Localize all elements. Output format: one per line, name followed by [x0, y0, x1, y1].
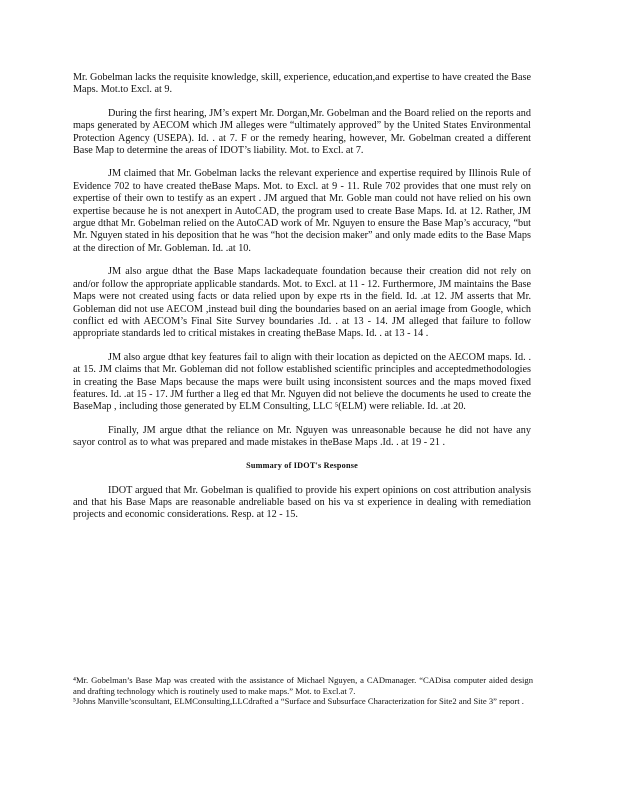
response-paragraph: IDOT argued that Mr. Gobelman is qualified to provide his expert opinions on cost attribution analysis and that his Base Maps are reasonable andreliable based on his va st experience in dealing with remediation projects and economic considerations. Resp. at 12 - 15.: [73, 484, 531, 521]
paragraph-2: During the first hearing, JM’s expert Mr. Dorgan,Mr. Gobelman and the Board relied on the reports and maps generated by AECOM which JM alleges were “ultimately approved” by the United States Environmental Protection Agency (USEPA). Id. . at 7. F or the remedy hearing, however, Mr. Gobelman created a different Base Map to determine the areas of IDOT’s liability. Mot. to Excl. at 7.: [73, 107, 531, 157]
paragraph-1: Mr. Gobelman lacks the requisite knowledge, skill, experience, education,and expertise to have created the Base Maps. Mot.to Excl. at 9.: [73, 72, 531, 96]
paragraph-5: JM also argue dthat key features fail to align with their location as depicted on the AECOM maps. Id. . at 15. JM claims that Mr. Gobleman did not follow established scientific principles and acceptedmethodologies in creating the Base Maps because the maps were built using inconsistent sources and the maps moved fixed features. Id. .at 15 - 17. JM further a lleg ed that Mr. Nguyen did not believe the documents he used to create the BaseMap , including those generated by ELM Consulting, LLC ⁵(ELM) were reliable. Id. .at 20.: [73, 351, 531, 413]
paragraph-3: JM claimed that Mr. Gobelman lacks the relevant experience and expertise required by Illinois Rule of Evidence 702 to have created theBase Maps. Mot. to Excl. at 9 - 11. Rule 702 provides that one must rely on expertise of their own to testify as an expert . JM argued that Mr. Goble man could not have relied on his own expertise because he is not anexpert in AutoCAD, the program used to create Base Maps. Id. at 12. Rather, JM argue dthat Mr. Gobelman relied on the AutoCAD work of Mr. Nguyen to ensure the Base Map’s accuracy, “but Mr. Nguyen stated in his deposition that he was “hot the decision maker” and only made edits to the Base Maps at the direction of Mr. Gobleman. Id. .at 10.: [73, 168, 531, 254]
footnotes: [73, 675, 533, 707]
paragraph-4: JM also argue dthat the Base Maps lackadequate foundation because their creation did not rely on and/or follow the appropriate applicable standards. Mot. to Excl. at 11 - 12. Furthermore, JM maintains the Base Maps were not created using facts or data relied upon by expe rts in the field. Id. .at 12. JM asserts that Mr. Gobleman did not use AECOM ,instead buil ding the boundaries based on an aerial image from Google, which conflict ed with AECOM’s Final Site Survey boundaries .Id. . at 13 - 14. JM alleged that failure to follow appropriate standards led to critical mistakes in creating theBase Maps. Id. . at 13 - 14 .: [73, 266, 531, 340]
document-body: [73, 72, 531, 533]
paragraph-6: Finally, JM argue dthat the reliance on Mr. Nguyen was unreasonable because he did not have any sayor control as to what was prepared and made mistakes in theBase Maps .Id. . at 19 - 21 .: [73, 424, 531, 449]
section-heading: Summary of IDOT's Response: [246, 460, 358, 470]
footnote-4: ⁴Mr. Gobelman’s Base Map was created with the assistance of Michael Nguyen, a CADmanager. “CADisa computer aided design and drafting technology which is routinely used to make maps.” Mot. to Excl.at 7.: [73, 675, 533, 696]
footnote-5: ⁵Johns Manville’sconsultant, ELMConsulting,LLCdrafted a “Surface and Subsurface Characterization for Site2 and Site 3” report .: [73, 696, 524, 707]
